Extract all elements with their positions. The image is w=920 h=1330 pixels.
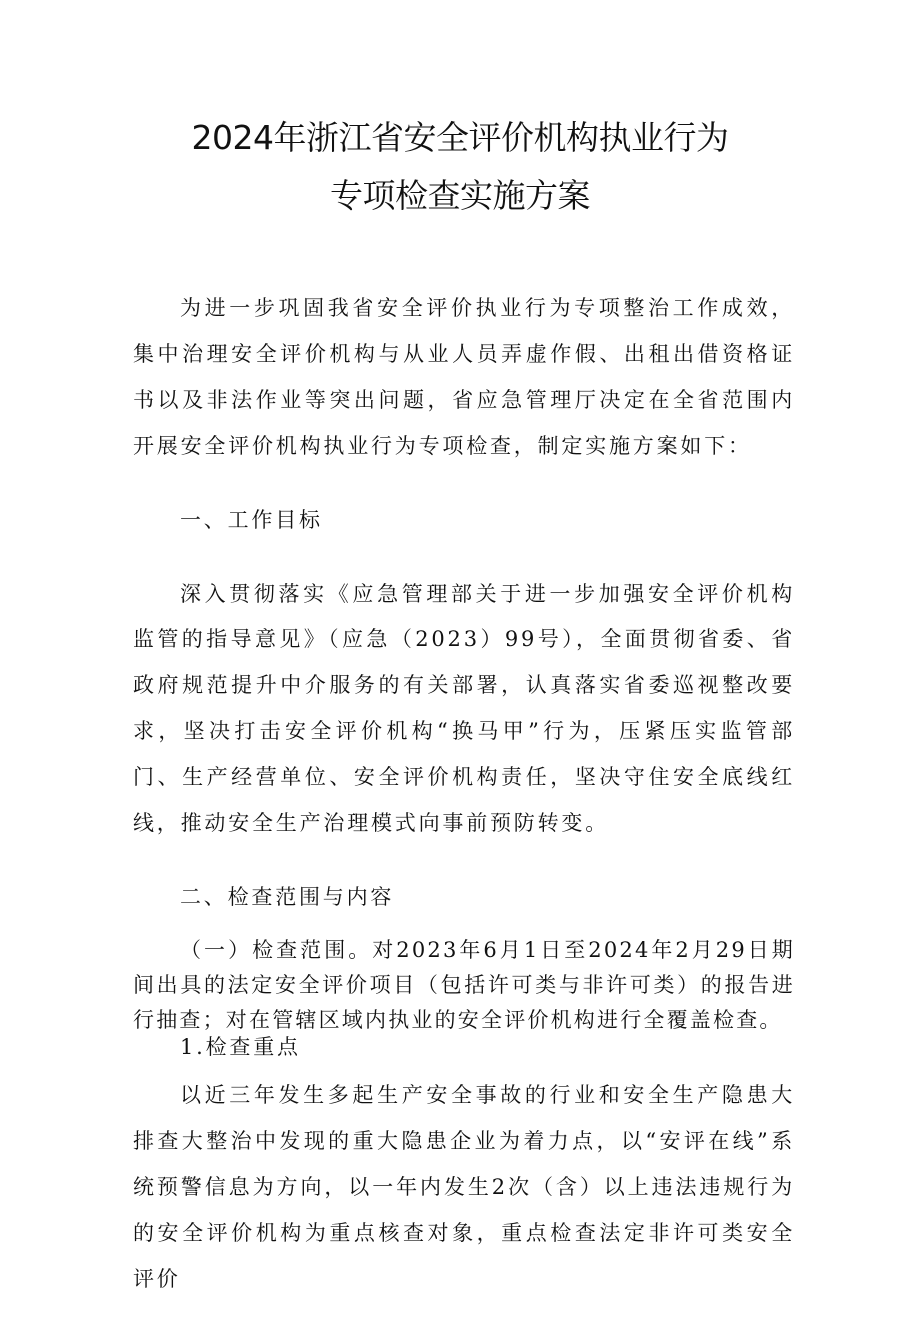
intro-paragraph: 为进一步巩固我省安全评价执业行为专项整治工作成效，集中治理安全评价机构与从业人员弄虚作假、出租出借资格证书以及非法作业等突出问题，省应急管理厅决定在全省范围内开展安全评价机构执业行为专项检查，制定实施方案如下： [133,296,795,458]
section2-sub1-paragraph: （一）检查范围。对2023年6月1日至2024年2月29日期间出具的法定安全评价项目（包括许可类与非许可类）的报告进行抽查；对在管辖区域内执业的安全评价机构进行全覆盖检查。 [133,937,795,1032]
section1-heading: 一、工作目标 [180,507,323,532]
point1-paragraph: 以近三年发生多起生产安全事故的行业和安全生产隐患大排查大整治中发现的重大隐患企业为着力点，以“安评在线”系统预警信息为方向，以一年内发生2次（含）以上违法违规行为的安全评价机构为重点核查对象，重点检查法定非许可类安全评价 [133,1082,795,1291]
section2-heading: 二、检查范围与内容 [180,884,395,909]
document-title-line1: 2024年浙江省安全评价机构执业行为 [191,118,729,157]
document-body [133,286,795,1330]
section1-paragraph: 深入贯彻落实《应急管理部关于进一步加强安全评价机构监管的指导意见》（应急（2023）99号），全面贯彻省委、省政府规范提升中介服务的有关部署，认真落实省委巡视整改要求，坚决打击安全评价机构“换马甲”行为，压紧压实监管部门、生产经营单位、安全评价机构责任，坚决守住安全底线红线，推动安全生产治理模式向事前预防转变。 [133,581,795,836]
document-title-line2: 专项检查实施方案 [330,176,590,215]
point1-heading: 1.检查重点 [180,1034,301,1059]
